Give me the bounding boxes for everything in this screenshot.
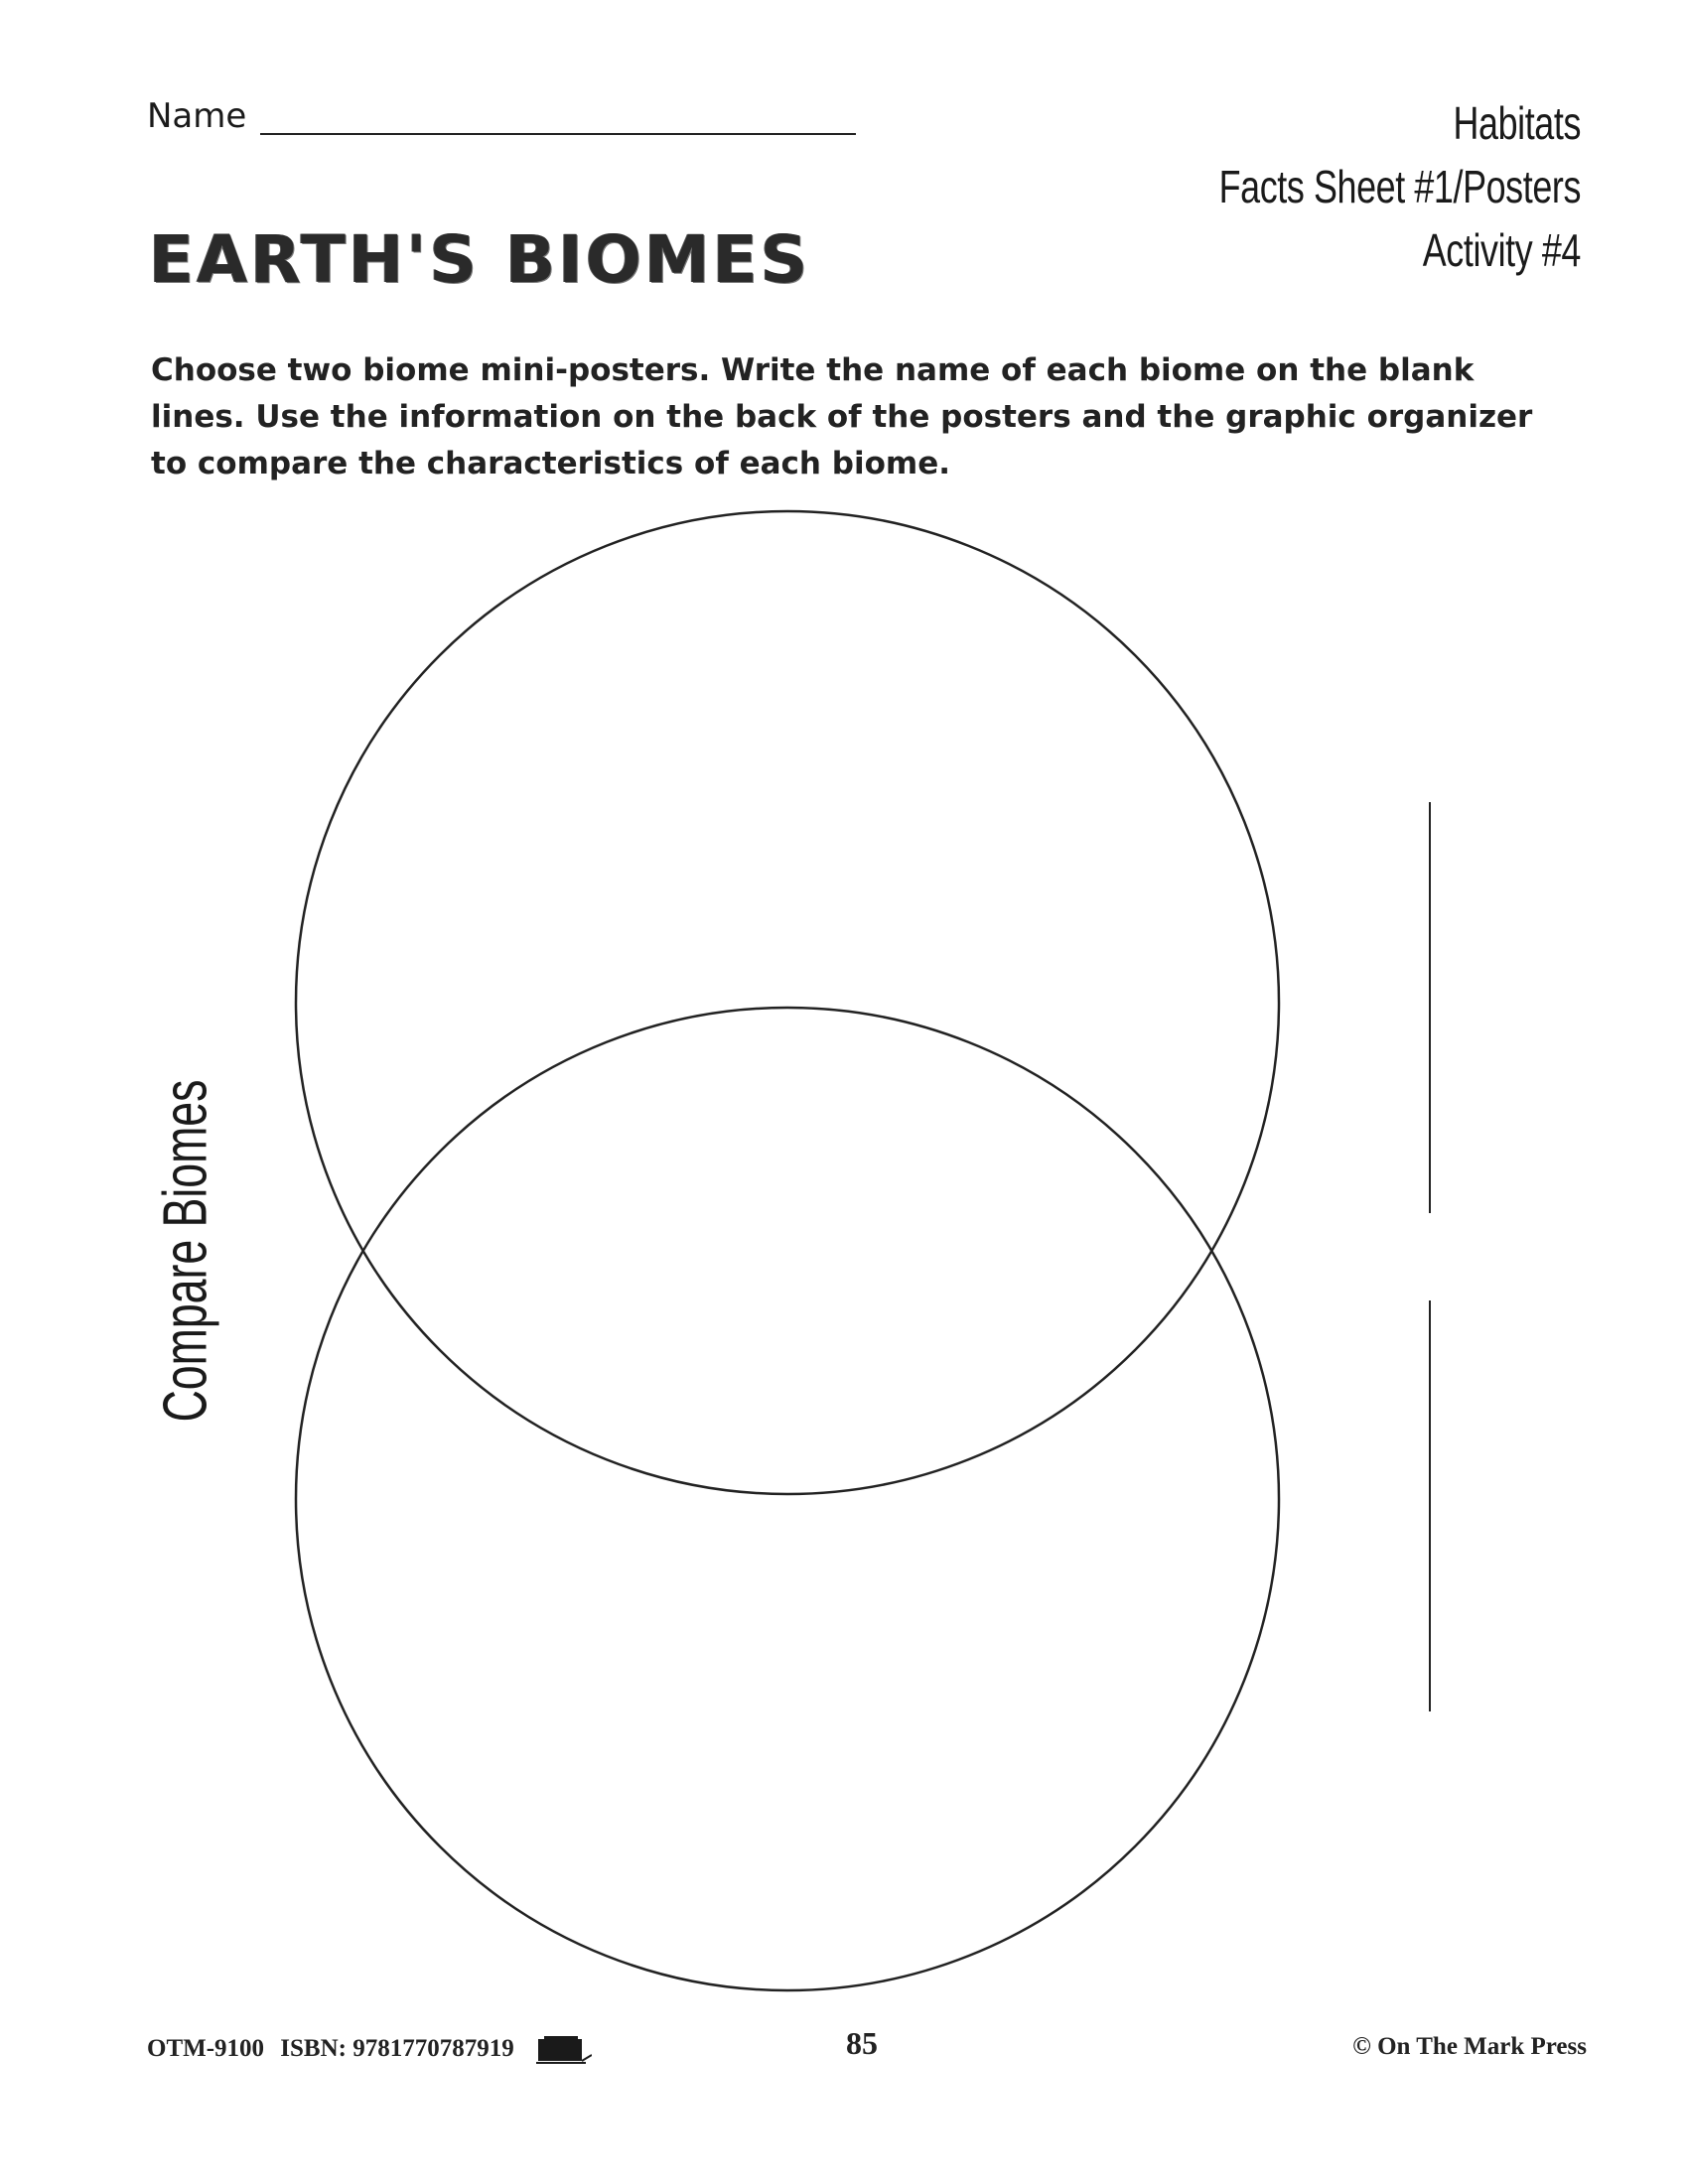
footer-left xyxy=(147,2033,592,2067)
footer-isbn: ISBN: 9781770787919 xyxy=(280,2034,514,2062)
bottom-circle xyxy=(296,1008,1279,1990)
compare-biomes-label: Compare Biomes xyxy=(151,1079,220,1423)
header-subject: Habitats xyxy=(1453,97,1581,149)
side-label xyxy=(151,1072,220,1430)
instructions-text: Choose two biome mini-posters. Write the name of each biome on the blank lines. Use the information on the back of the posters and the graphic organizer to compare the characteristics of each biome. xyxy=(151,352,1533,481)
book-icon xyxy=(534,2033,592,2067)
header-info xyxy=(1025,91,1581,282)
top-circle xyxy=(296,511,1279,1494)
footer-code: OTM-9100 xyxy=(147,2034,265,2062)
copyright: © On The Mark Press xyxy=(1352,2033,1587,2060)
footer xyxy=(147,2025,1587,2069)
header-facts-sheet: Facts Sheet #1/Posters xyxy=(1218,161,1581,212)
name-input-line[interactable] xyxy=(260,133,856,135)
page-number: 85 xyxy=(846,2025,878,2061)
page-title: EARTH'S BIOMES xyxy=(149,221,811,298)
header-activity: Activity #4 xyxy=(1422,224,1581,276)
name-label: Name xyxy=(147,96,247,136)
name-row xyxy=(147,91,862,141)
